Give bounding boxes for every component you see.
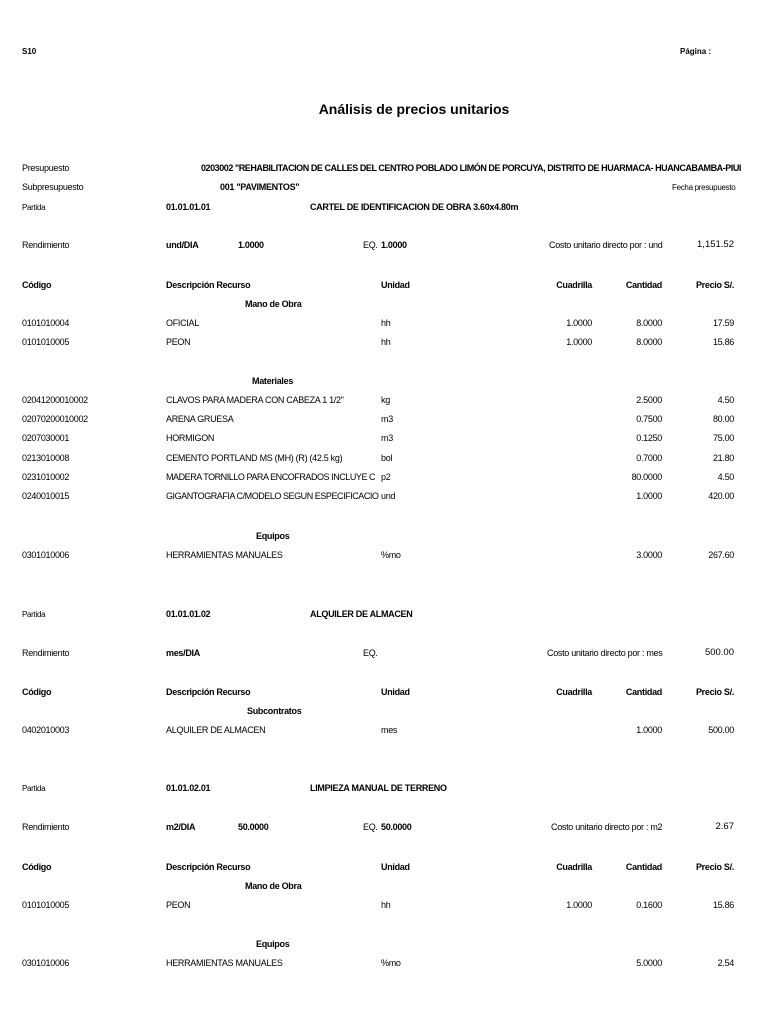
row-unit: %mo [381,958,401,968]
row-precio: 267.60 [708,550,734,560]
row-unit: m3 [381,433,393,443]
row-desc: HERRAMIENTAS MANUALES [166,958,283,968]
section-title: Equipos [256,531,290,541]
row-precio: 75.00 [712,433,734,443]
row-unit: hh [381,337,391,347]
page-title: Análisis de precios unitarios [318,101,510,117]
row-unit: kg [381,395,390,405]
row-precio: 420.00 [708,491,734,501]
row-unit: m3 [381,414,393,424]
report-code: S10 [22,47,37,56]
row-desc: OFICIAL [166,318,199,328]
col-header-descripcion: Descripción Recurso [166,687,251,697]
rendimiento-label: Rendimiento [22,822,70,832]
row-cantidad: 3.0000 [636,550,662,560]
fecha-presupuesto-label: Fecha presupuesto [672,183,736,192]
row-desc: PEON [166,337,191,347]
row-code: 0101010005 [22,900,70,910]
col-header-cantidad: Cantidad [625,687,662,697]
row-precio: 4.50 [717,395,734,405]
section-title: Mano de Obra [245,881,302,891]
col-header-codigo: Código [22,862,52,872]
subpresupuesto-label: Subpresupuesto [22,182,84,192]
row-cantidad: 1.0000 [636,491,662,501]
col-header-precio: Precio S/. [695,862,734,872]
row-cantidad: 1.0000 [636,725,662,735]
row-code: 0213010008 [22,453,70,463]
partida-label: Partida [22,784,46,793]
costo-value: 1,151.52 [697,239,734,250]
row-precio: 21.80 [712,453,734,463]
row-cuadrilla: 1.0000 [566,900,592,910]
row-precio: 15.86 [712,900,734,910]
row-cantidad: 2.5000 [636,395,662,405]
col-header-precio: Precio S/. [695,687,734,697]
col-header-cantidad: Cantidad [625,280,662,290]
row-unit: p2 [381,472,391,482]
section-title: Subcontratos [247,706,302,716]
eq-label: EQ. [363,240,378,250]
row-unit: %mo [381,550,401,560]
costo-label: Costo unitario directo por : mes [547,648,663,658]
row-code: 0231010002 [22,472,70,482]
row-cantidad: 80.0000 [631,472,662,482]
col-header-precio: Precio S/. [695,280,734,290]
col-header-unidad: Unidad [381,687,410,697]
row-code: 0207030001 [22,433,70,443]
row-precio: 17.59 [712,318,734,328]
presupuesto-label: Presupuesto [22,163,70,173]
row-precio: 500.00 [708,725,734,735]
row-cantidad: 0.7000 [636,453,662,463]
row-code: 0402010003 [22,725,70,735]
partida-code: 01.01.01.02 [166,609,211,619]
rendimiento-unit: mes/DIA [166,648,200,658]
partida-label: Partida [22,203,46,212]
row-code: 0301010006 [22,958,70,968]
row-cantidad: 0.7500 [636,414,662,424]
row-desc: PEON [166,900,191,910]
col-header-descripcion: Descripción Recurso [166,280,251,290]
eq-label: EQ. [363,648,378,658]
row-unit: hh [381,900,391,910]
row-precio: 2.54 [717,958,734,968]
col-header-unidad: Unidad [381,280,410,290]
col-header-cantidad: Cantidad [625,862,662,872]
rendimiento-unit: m2/DIA [166,822,196,832]
row-desc: HORMIGON [166,433,215,443]
costo-value: 2.67 [715,821,734,832]
rendimiento-value: 50.0000 [238,822,269,832]
partida-name: CARTEL DE IDENTIFICACION DE OBRA 3.60x4.80m [310,202,519,212]
row-cantidad: 8.0000 [636,337,662,347]
section-title: Mano de Obra [245,299,302,309]
eq-label: EQ. [363,822,378,832]
row-unit: und [381,491,396,501]
row-desc: GIGANTOGRAFIA C/MODELO SEGUN ESPECIFICACIO [166,491,379,501]
row-code: 0101010005 [22,337,70,347]
eq-value: 50.0000 [381,822,412,832]
row-unit: bol [381,453,393,463]
row-code: 0301010006 [22,550,70,560]
rendimiento-label: Rendimiento [22,240,70,250]
partida-code: 01.01.01.01 [166,202,211,212]
section-title: Materiales [252,376,294,386]
col-header-descripcion: Descripción Recurso [166,862,251,872]
row-precio: 4.50 [717,472,734,482]
col-header-codigo: Código [22,687,52,697]
col-header-codigo: Código [22,280,52,290]
row-desc: ALQUILER DE ALMACEN [166,725,266,735]
row-cuadrilla: 1.0000 [566,337,592,347]
costo-value: 500.00 [704,647,734,658]
row-cantidad: 8.0000 [636,318,662,328]
costo-label: Costo unitario directo por : und [549,240,663,250]
row-desc: ARENA GRUESA [166,414,234,424]
row-cantidad: 5.0000 [636,958,662,968]
col-header-unidad: Unidad [381,862,410,872]
row-cuadrilla: 1.0000 [566,318,592,328]
row-precio: 15.86 [712,337,734,347]
row-code: 02070200010002 [22,414,88,424]
row-cantidad: 0.1600 [636,900,662,910]
row-code: 0240010015 [22,491,70,501]
page-label: Página : [680,47,712,56]
row-precio: 80.00 [712,414,734,424]
partida-name: LIMPIEZA MANUAL DE TERRENO [310,783,447,793]
col-header-cuadrilla: Cuadrilla [556,280,592,290]
col-header-cuadrilla: Cuadrilla [556,687,592,697]
rendimiento-value: 1.0000 [238,240,264,250]
rendimiento-label: Rendimiento [22,648,70,658]
eq-value: 1.0000 [381,240,407,250]
subpresupuesto-value: 001 "PAVIMENTOS" [220,182,300,192]
row-unit: hh [381,318,391,328]
row-code: 02041200010002 [22,395,88,405]
section-title: Equipos [256,939,290,949]
partida-code: 01.01.02.01 [166,783,211,793]
col-header-cuadrilla: Cuadrilla [556,862,592,872]
partida-label: Partida [22,610,46,619]
partida-name: ALQUILER DE ALMACEN [310,609,413,619]
row-code: 0101010004 [22,318,70,328]
row-cantidad: 0.1250 [636,433,662,443]
row-desc: CLAVOS PARA MADERA CON CABEZA 1 1/2" [166,395,344,405]
row-desc: HERRAMIENTAS MANUALES [166,550,283,560]
row-desc: MADERA TORNILLO PARA ENCOFRADOS INCLUYE C [166,472,376,482]
costo-label: Costo unitario directo por : m2 [551,822,663,832]
row-unit: mes [381,725,398,735]
presupuesto-value: 0203002 "REHABILITACION DE CALLES DEL CENTRO POBLADO LIMÓN DE PORCUYA, DISTRITO DE HUARMACA- HUANCABAMBA-PIUI [201,163,741,173]
rendimiento-unit: und/DIA [166,240,199,250]
row-desc: CEMENTO PORTLAND MS (MH) (R) (42.5 kg) [166,453,343,463]
